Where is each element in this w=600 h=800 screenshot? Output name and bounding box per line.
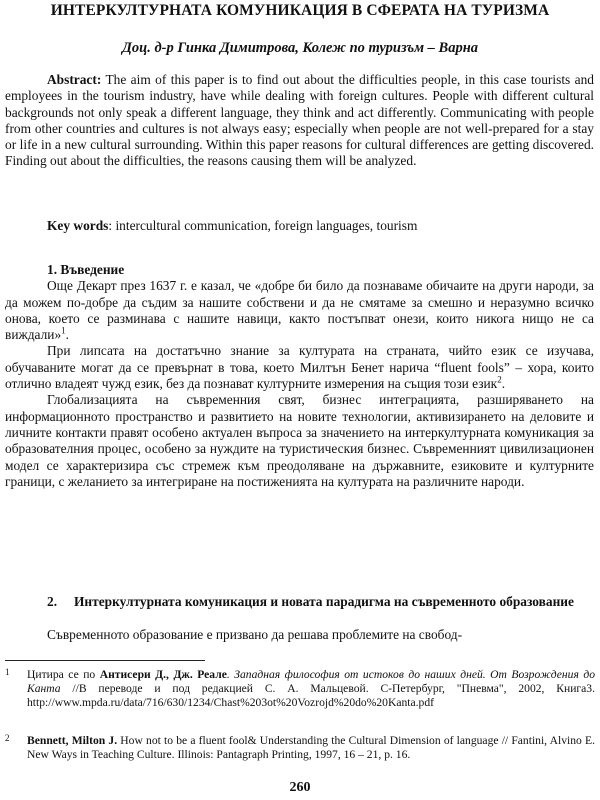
section-2-number: 2. — [47, 594, 58, 609]
keywords — [5, 218, 594, 234]
section-2-title: Интеркултурната комуникация и новата парадигма на съвременното образование — [74, 594, 574, 609]
paper-title: ИНТЕРКУЛТУРНАТА КОМУНИКАЦИЯ В СФЕРАТА НА ТУРИЗМА — [50, 2, 550, 19]
keywords-label: Key words — [47, 218, 109, 233]
abstract-text: The aim of this paper is to find out about the difficulties people, in this case tourists and employees in the tourism industry, have while dealing with foreign cultures. People with different cultural backgrounds not only speak a different language, they think and act differently. Communicating with people from other countries and cultures is not always easy; especially when people are not well-prepared for a stay or life in a new cultural surrounding. Within this paper reasons for cultural differences are getting discovered. Finding out about the difficulties, the reasons causing them will be analyzed. — [5, 72, 594, 169]
footnote-1-mark: 1 — [5, 667, 10, 677]
section-2-body — [5, 627, 594, 643]
section-1-paragraph-1: Още Декарт през 1637 г. е казал, че «добре би било да познаваме обичаите на други народи, за да можем по-добре да съдим за нашите собствени и да не смятаме за смешно и неразумно всичко онова, което се разминава с нашите навици, както постъпват онези, които никога нищо не са виждали»$^1$. — [5, 278, 594, 343]
abstract-label: Abstract: — [47, 72, 102, 87]
abstract — [5, 72, 594, 170]
footnote-2: 2 Bennett, Milton J. How not to be a fluent fool& Understanding the Cultural Dimension of language // Fantini, Alvino E. New Ways in Teaching Culture. Illinois: Pantagraph Printing, 1997, 16 – 21, p. 16. — [5, 733, 595, 761]
section-1-paragraph-3: Глобализацията на съвременния свят, бизнес интеграцията, разширяването на информационното пространство и развитието на новите технологии, активизирането на деловите и личните контакти правят особено актуален въпроса за значението на интеркултурната комуникация за образователния процес, особено за нуждите на туристическия бизнес. Съвременният цивилизационен модел се характеризира със стремеж към преодоляване на държавните, езиковите и културните граници, с желанието за интегриране на постиженията на културата на различните народи. — [5, 392, 594, 489]
footnote-ref-2[interactable]: 2 — [497, 374, 502, 385]
footnote-separator — [5, 660, 205, 661]
section-1-heading: 1. Въведение — [47, 262, 125, 277]
section-1-paragraph-2: При липсата на достатъчно знание за културата на страната, чийто език се изучава, обучаваните могат да се превърнат в това, което Милтън Бенет нарича “fluent fools” – хора, които отлично владеят чужд език, без да познават културните измерения на същия този език$^2$. — [5, 343, 594, 392]
footnote-ref-1[interactable]: 1 — [61, 325, 66, 336]
footnote-1-title: . Западная философия от истоков до наших дней. От Возрождения до Канта — [27, 668, 595, 695]
section-2-paragraph-1: Съвременното образование е призвано да решава проблемите на свобод- — [47, 627, 463, 642]
footnote-1-authors: Антисери Д., Дж. Реале — [99, 668, 227, 681]
footnote-1: 1 Цитира се по Антисери Д., Дж. Реале. Западная философия от истоков до наших дней. От Возрождения до Канта //В переводе и под редакцией С. А. Мальцевой. С-Петербург, "Пневма", 2002, Книга3. http://www.mpda.ru/data/716/630/1234/Chast%203ot%20Vozrojd%20do%20Kanta.pdf — [5, 667, 595, 709]
section-introduction — [5, 262, 594, 490]
section-2-heading — [47, 594, 595, 610]
footnote-2-authors: Bennett, Milton J. — [27, 734, 118, 747]
page-number: 260 — [289, 780, 311, 795]
author-line: Доц. д-р Гинка Димитрова, Колеж по туризъм – Варна — [122, 40, 478, 56]
footnote-1-link[interactable]: http://www.mpda.ru/data/716/630/1234/Chast%203ot%20Vozrojd%20do%20Kanta.pdf — [27, 696, 435, 709]
footnote-2-mark: 2 — [5, 733, 10, 743]
keywords-text: : intercultural communication, foreign languages, tourism — [108, 218, 418, 233]
